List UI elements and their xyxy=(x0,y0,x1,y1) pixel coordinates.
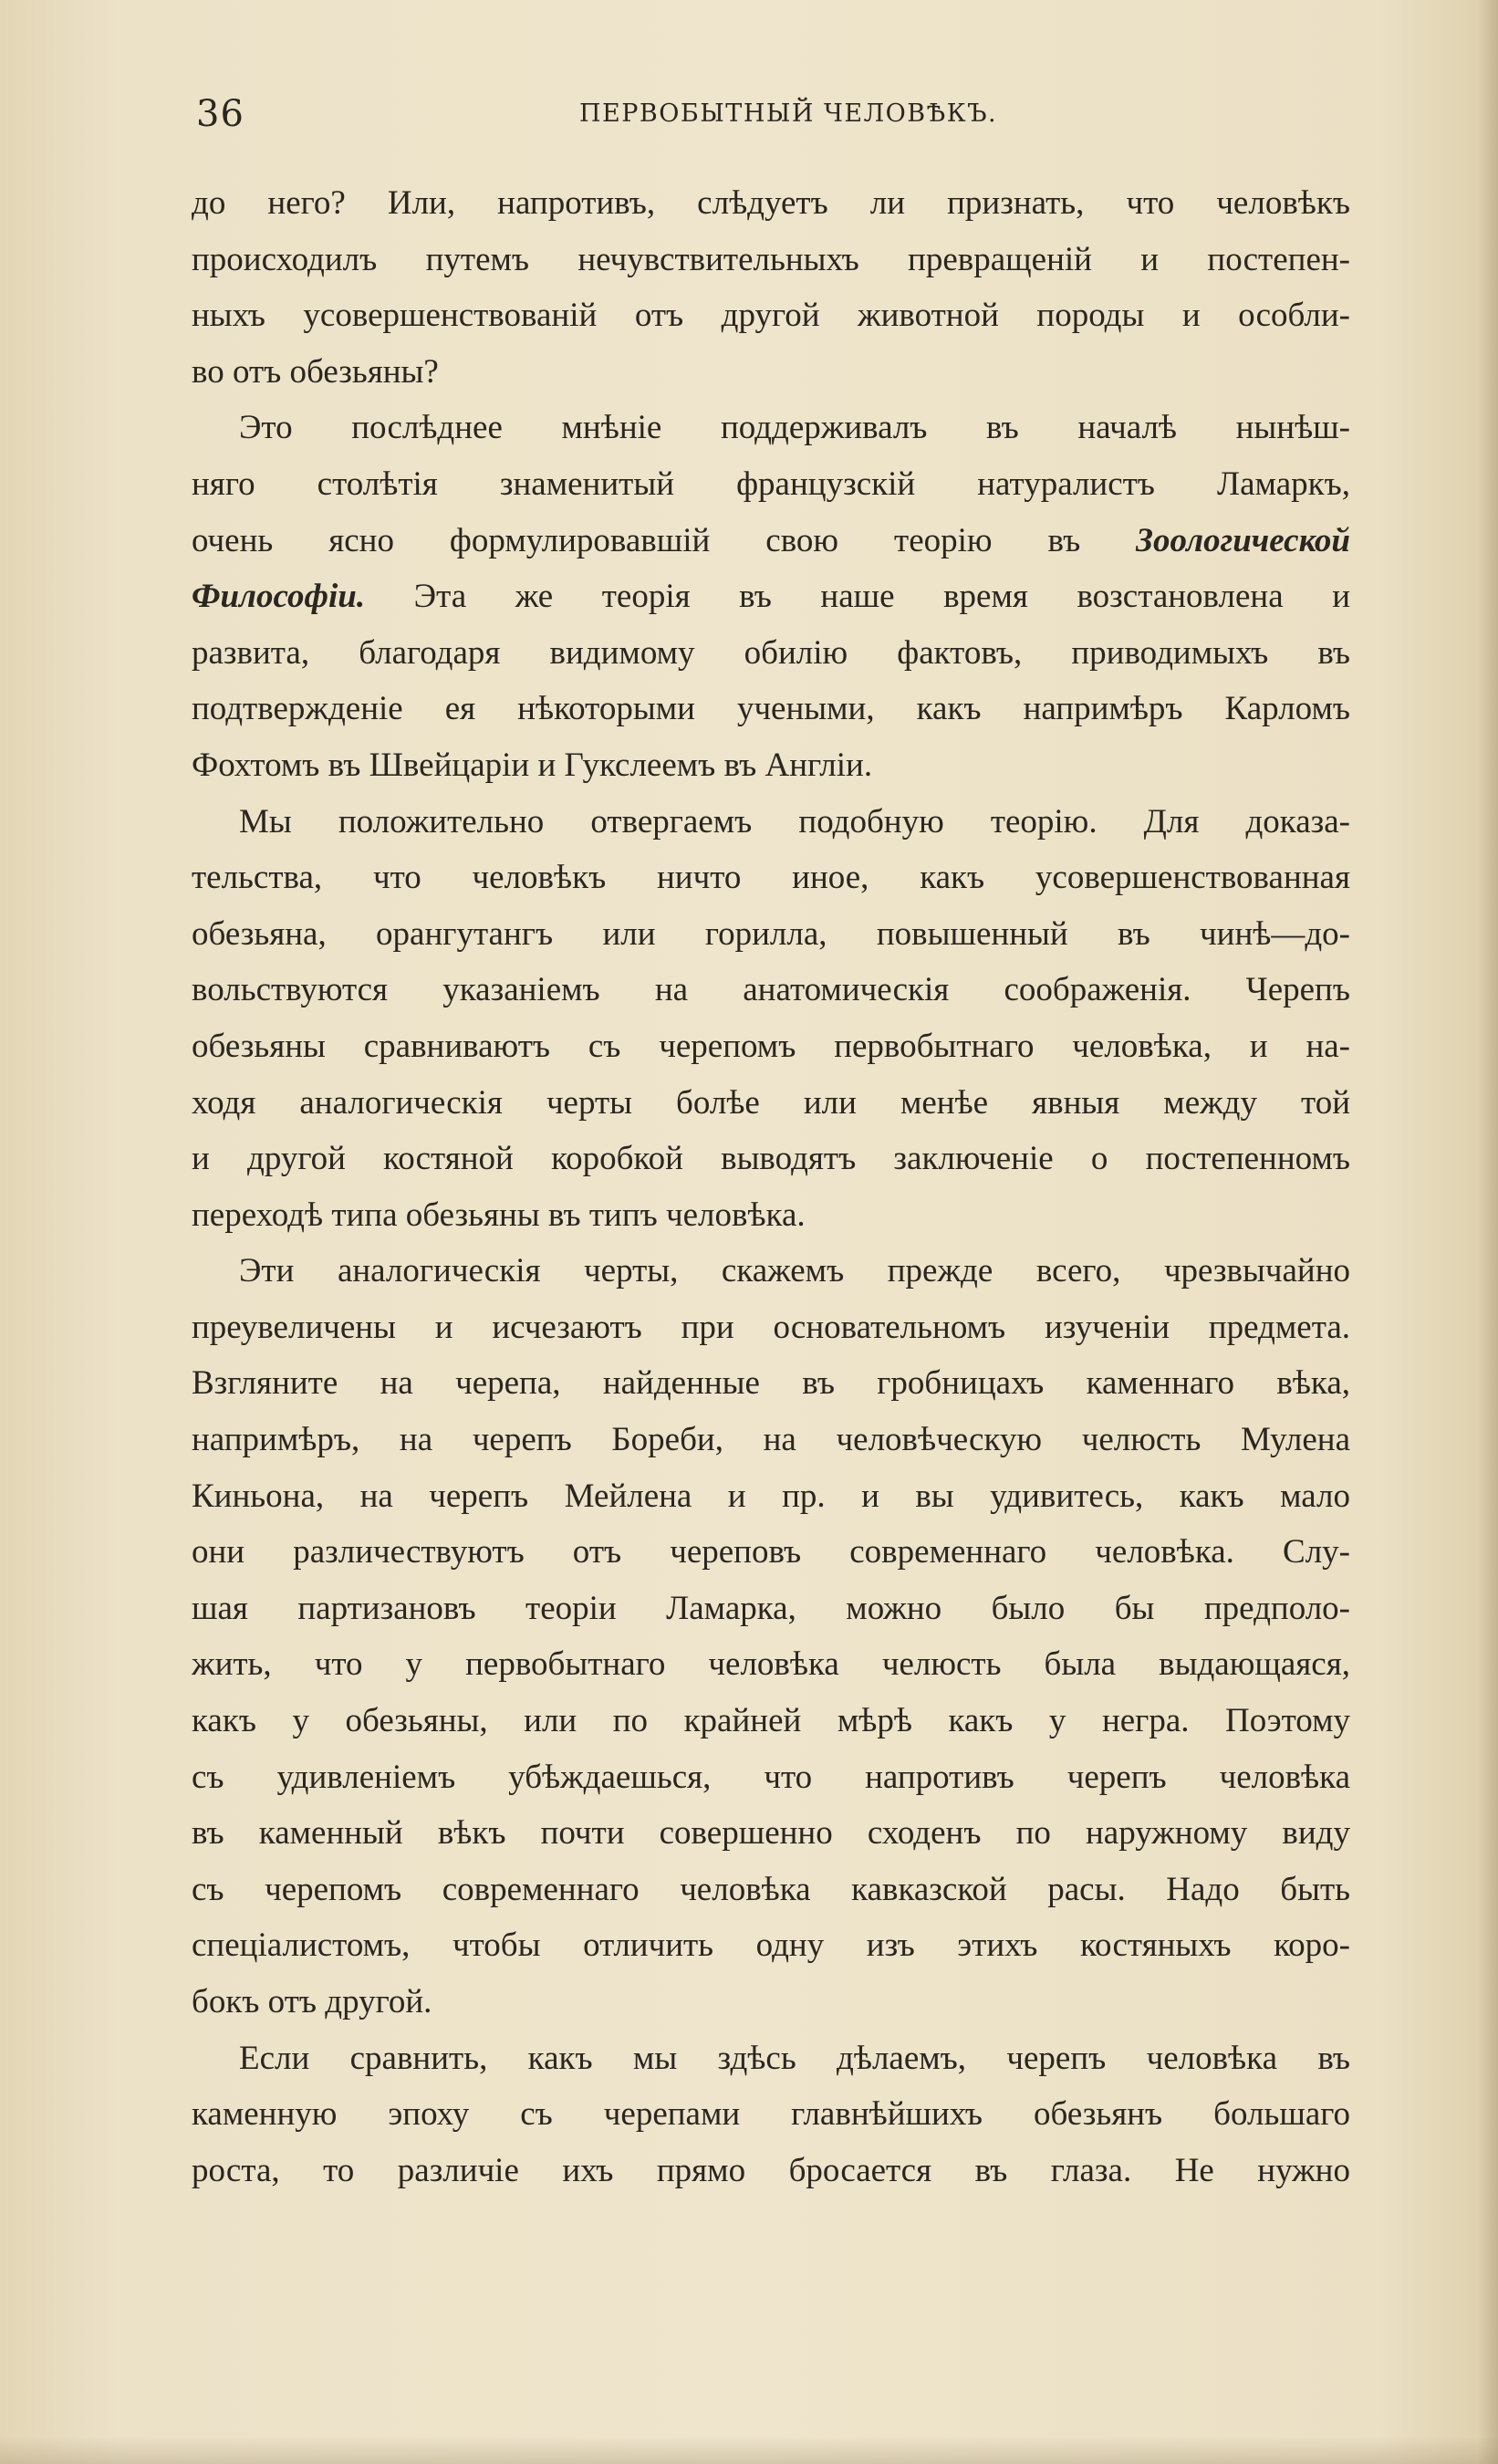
text-line: Взгляните на черепа, найденные въ гробницахъ каменнаго вѣка, xyxy=(192,1364,1350,1403)
page-number: 36 xyxy=(196,93,244,135)
text-line: преувеличены и исчезаютъ при основательномъ изученiи предмета. xyxy=(192,1308,1350,1346)
text-line: до него? Или, напротивъ, слѣдуетъ ли признать, что человѣкъ xyxy=(192,184,1350,222)
page-bottom-shadow xyxy=(0,2437,1498,2464)
text-line: Фохтомъ въ Швейцарiи и Гукслеемъ въ Англiи. xyxy=(192,746,873,784)
text-line: во отъ обезьяны? xyxy=(192,352,439,391)
page-edge-shadow xyxy=(1478,0,1498,2464)
text-line-with-title xyxy=(192,513,1350,569)
text-line: подтвержденiе ея нѣкоторыми учеными, какъ напримѣръ Карломъ xyxy=(192,690,1350,728)
text-line: какъ у обезьяны, или по крайней мѣрѣ какъ у негра. Поэтому xyxy=(192,1702,1350,1740)
text-line: тельства, что человѣкъ ничто иное, какъ усовершенствованная xyxy=(192,859,1350,897)
text-segment: очень ясно формулировавшiй свою теорiю въ xyxy=(192,521,1081,559)
text-line: няго столѣтiя знаменитый французскiй натуралистъ Ламаркъ, xyxy=(192,465,1350,503)
text-line: происходилъ путемъ нечувствительныхъ превращенiй и постепен- xyxy=(192,240,1350,278)
text-line: Эти аналогическiя черты, скажемъ прежде всего, чрезвычайно xyxy=(239,1252,1350,1290)
text-line-with-title xyxy=(192,569,1350,625)
text-line: съ удивленiемъ убѣждаешься, что напротивъ черепъ человѣка xyxy=(192,1758,1350,1796)
text-segment: Эта же теорiя въ наше время возстановлена и xyxy=(413,578,1350,616)
body-text xyxy=(192,175,1350,2198)
text-line: Если сравнить, какъ мы здѣсь дѣлаемъ, черепъ человѣка въ xyxy=(239,2039,1350,2077)
text-line: Это послѣднее мнѣнiе поддерживалъ въ началѣ нынѣш- xyxy=(239,409,1350,447)
text-line: роста, то различiе ихъ прямо бросается въ глаза. Не нужно xyxy=(192,2151,1350,2189)
text-line: жить, что у первобытнаго человѣка челюсть была выдающаяся, xyxy=(192,1645,1350,1684)
book-title-italic: Философiи. xyxy=(192,578,366,616)
page-header xyxy=(196,87,1355,141)
text-line: въ каменный вѣкъ почти совершенно сходенъ по наружному виду xyxy=(192,1814,1350,1853)
text-line: ныхъ усовершенствованiй отъ другой животной породы и особли- xyxy=(192,297,1350,335)
text-line: и другой костяной коробкой выводятъ заключенiе о постепенномъ xyxy=(192,1140,1350,1178)
text-line: развита, благодаря видимому обилiю фактовъ, приводимыхъ въ xyxy=(192,633,1350,672)
text-line: спецiалистомъ, чтобы отличить одну изъ этихъ костяныхъ коро- xyxy=(192,1926,1350,1965)
text-line: переходѣ типа обезьяны въ типъ человѣка. xyxy=(192,1195,806,1234)
text-line: напримѣръ, на черепъ Бореби, на человѣческую челюсть Мулена xyxy=(192,1421,1350,1459)
book-title-italic: Зоологической xyxy=(1136,521,1350,559)
text-line: бокъ отъ другой. xyxy=(192,1983,432,2020)
text-line: обезьяны сравниваютъ съ черепомъ первобытнаго человѣка, и на- xyxy=(192,1027,1350,1065)
text-line: они различествуютъ отъ череповъ современнаго человѣка. Слу- xyxy=(192,1533,1350,1571)
running-title: ПЕРВОБЫТНЫЙ ЧЕЛОВѢКЪ. xyxy=(579,99,998,128)
text-line: Киньона, на черепъ Мейлена и пр. и вы удивитесь, какъ мало xyxy=(192,1477,1350,1515)
text-line: ходя аналогическiя черты болѣе или менѣе явныя между той xyxy=(192,1083,1350,1122)
text-line: каменную эпоху съ черепами главнѣйшихъ обезьянъ большаго xyxy=(192,2095,1350,2134)
text-line: обезьяна, орангутангъ или горилла, повышенный въ чинѣ—до- xyxy=(192,914,1350,953)
text-line: шая партизановъ теорiи Ламарка, можно было бы предполо- xyxy=(192,1589,1350,1627)
text-line: съ черепомъ современнаго человѣка кавказской расы. Надо быть xyxy=(192,1870,1350,1908)
text-line: вольствуются указанiемъ на анатомическiя соображенiя. Черепъ xyxy=(192,971,1350,1009)
text-line: Мы положительно отвергаемъ подобную теорiю. Для доказа- xyxy=(239,802,1350,840)
